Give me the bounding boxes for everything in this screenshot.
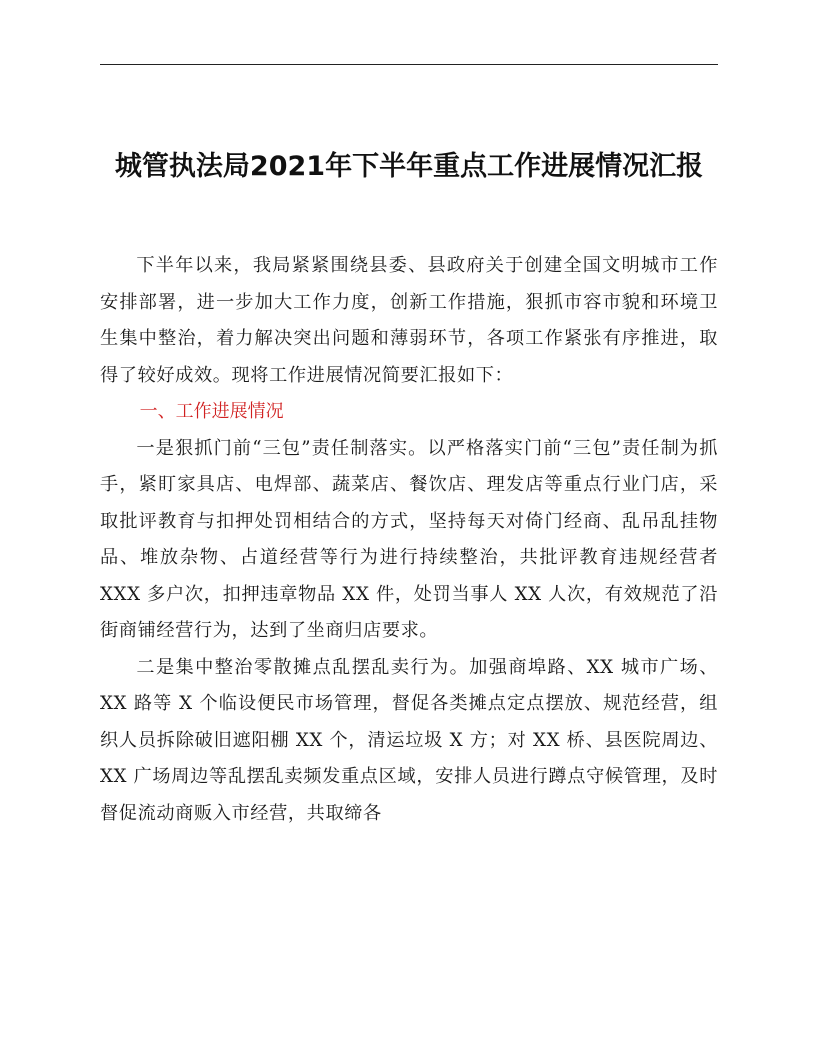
section-heading: 一、工作进展情况	[139, 401, 284, 422]
header-rule	[100, 64, 718, 65]
paragraph-street-vendors: 二是集中整治零散摊点乱摆乱卖行为。加强商埠路、XX 城市广场、XX 路等 X 个临设便民市场管理，督促各类摊点定点摆放、规范经营，组织人员拆除破旧遮阳棚 XX 个，清运垃圾 X 方；对 XX 桥、县医院周边、XX 广场周边等乱摆乱卖频发重点区域，安排人员进行蹲点守候管理，及时督促流动商贩入市经营，共取缔各	[100, 656, 718, 824]
document-body	[100, 248, 718, 832]
document-title: 城管执法局2021年下半年重点工作进展情况汇报	[114, 151, 704, 182]
paragraph-storefront-responsibility: 一是狠抓门前“三包”责任制落实。以严格落实门前“三包”责任制为抓手，紧盯家具店、电焊部、蔬菜店、餐饮店、理发店等重点行业门店，采取批评教育与扣押处罚相结合的方式，坚持每天对倚门经商、乱吊乱挂物品、堆放杂物、占道经营等行为进行持续整治，共批评教育违规经营者 XXX 多户次，扣押违章物品 XX 件，处罚当事人 XX 人次，有效规范了沿街商铺经营行为，达到了坐商归店要求。	[100, 437, 718, 641]
intro-paragraph: 下半年以来，我局紧紧围绕县委、县政府关于创建全国文明城市工作安排部署，进一步加大工作力度，创新工作措施，狠抓市容市貌和环境卫生集中整治，着力解决突出问题和薄弱环节，各项工作紧张有序推进，取得了较好成效。现将工作进展情况简要汇报如下：	[100, 255, 718, 386]
